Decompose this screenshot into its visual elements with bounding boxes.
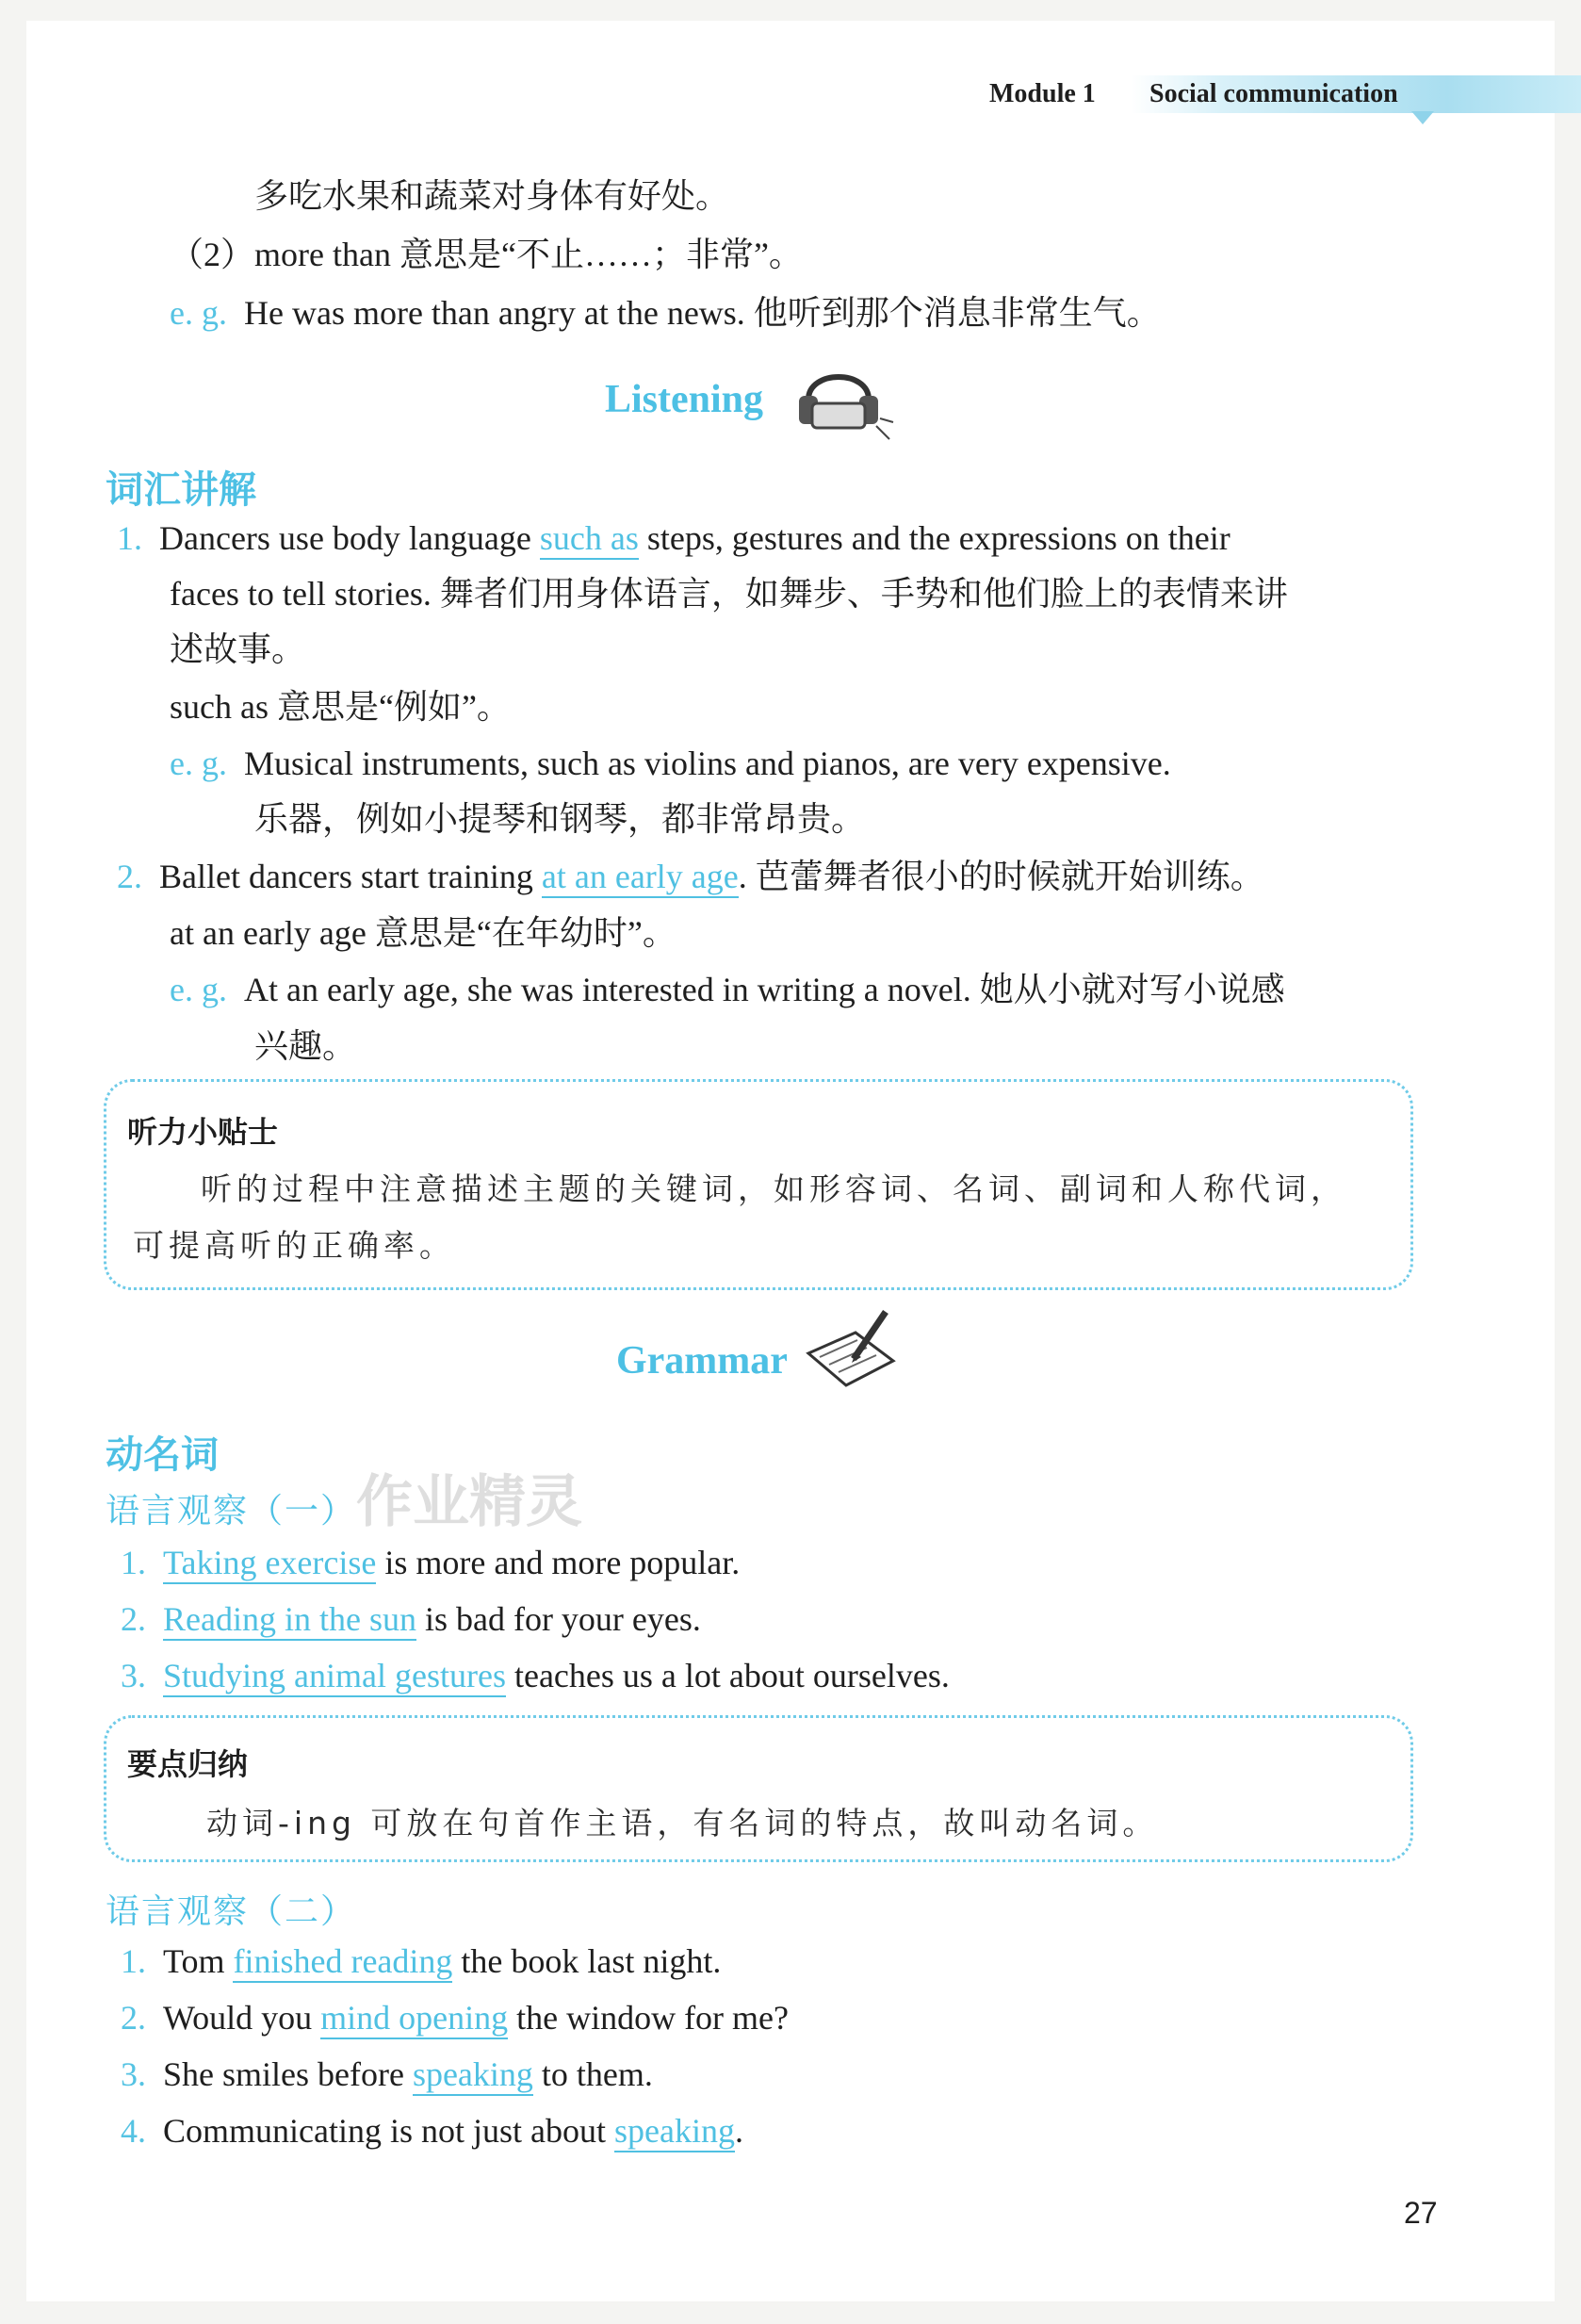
observation-1-item-1 xyxy=(121,1546,740,1579)
module-label: Module 1 xyxy=(989,79,1096,108)
item-rest: . xyxy=(734,2112,743,2150)
eg-label: e. g. xyxy=(170,294,227,332)
intro-example xyxy=(170,296,1161,330)
vocab-item-2-num: 2. xyxy=(117,858,142,895)
vocab-item-1-example xyxy=(170,746,1171,780)
observation-2-heading: 语言观察（二） xyxy=(106,1892,357,1931)
item-rest: to them. xyxy=(532,2055,653,2093)
item-highlight: finished reading xyxy=(233,1942,452,1983)
vocab-item-2-explain: at an early age 意思是“在年幼时”。 xyxy=(170,914,676,952)
vocab-item-2-example-continued: 兴趣。 xyxy=(254,1027,357,1065)
listening-tip-title: 听力小贴士 xyxy=(127,1114,279,1150)
item-num: 4. xyxy=(121,2112,146,2150)
listening-tip-line-1: 听的过程中注意描述主题的关键词，如形容词、名词、副词和人称代词， xyxy=(201,1170,1346,1207)
listening-tip-box xyxy=(104,1079,1413,1290)
vocab-item-1-example-translation: 乐器，例如小提琴和钢琴，都非常昂贵。 xyxy=(254,800,866,838)
vocab-item-2-pre: Ballet dancers start training xyxy=(159,858,542,895)
item-rest: is more and more popular. xyxy=(376,1544,741,1581)
module-title: Social communication xyxy=(1149,79,1398,108)
vocab-item-1-line-1 xyxy=(117,521,1231,555)
grammar-topic: 动名词 xyxy=(106,1432,219,1477)
summary-line-1: 动词-ing 可放在句首作主语，有名词的特点，故叫动名词。 xyxy=(206,1805,1159,1841)
summary-box xyxy=(104,1715,1413,1862)
eg-text: At an early age, she was interested in writing a novel. 她从小就对写小说感 xyxy=(243,971,1285,1008)
item-pre: Communicating is not just about xyxy=(163,2112,614,2150)
item-rest: the book last night. xyxy=(452,1942,722,1980)
summary-title: 要点归纳 xyxy=(127,1746,249,1782)
vocab-item-2-example xyxy=(170,973,1285,1007)
intro-item-2-num: （2） xyxy=(170,236,255,273)
vocab-item-1-explain: such as 意思是“例如”。 xyxy=(170,688,511,726)
item-highlight: speaking xyxy=(614,2112,735,2152)
item-num: 1. xyxy=(121,1544,146,1581)
vocab-item-2-highlight: at an early age xyxy=(542,858,739,898)
grammar-title: Grammar xyxy=(616,1339,788,1383)
eg-label: e. g. xyxy=(170,745,227,782)
item-rest: the window for me? xyxy=(508,1999,790,2037)
vocab-item-2-line-1 xyxy=(117,859,1264,893)
page-number: 27 xyxy=(1404,2196,1438,2230)
observation-2-item-4 xyxy=(121,2114,743,2148)
vocab-item-1-line-2: faces to tell stories. 舞者们用身体语言，如舞步、手势和他们脸上的表情来讲 xyxy=(170,575,1288,613)
item-highlight: mind opening xyxy=(320,1999,508,2039)
header-band-tip xyxy=(1411,111,1434,124)
intro-line-1: 多吃水果和蔬菜对身体有好处。 xyxy=(254,177,730,215)
vocab-heading: 词汇讲解 xyxy=(106,467,256,512)
observation-1-heading: 语言观察（一） xyxy=(106,1492,357,1530)
item-rest: is bad for your eyes. xyxy=(416,1600,701,1638)
vocab-item-1-pre: Dancers use body language xyxy=(159,519,540,557)
vocab-item-1-line-3: 述故事。 xyxy=(170,630,306,668)
item-highlight: Reading in the sun xyxy=(163,1600,416,1641)
vocab-item-1-post: steps, gestures and the expressions on their xyxy=(638,519,1231,557)
item-highlight: speaking xyxy=(413,2055,533,2096)
item-num: 1. xyxy=(121,1942,146,1980)
item-num: 2. xyxy=(121,1600,146,1638)
headphones-icon xyxy=(782,351,895,445)
item-pre: Tom xyxy=(163,1942,234,1980)
item-pre: She smiles before xyxy=(163,2055,413,2093)
vocab-item-1-num: 1. xyxy=(117,519,142,557)
item-num: 2. xyxy=(121,1999,146,2037)
item-highlight: Taking exercise xyxy=(163,1544,376,1584)
intro-item-2-text: more than 意思是“不止……；非常”。 xyxy=(254,236,803,273)
observation-2-item-3 xyxy=(121,2057,653,2091)
observation-1-item-2 xyxy=(121,1602,701,1636)
intro-item-2 xyxy=(170,237,803,271)
item-num: 3. xyxy=(121,2055,146,2093)
vocab-item-1-highlight: such as xyxy=(540,519,639,560)
item-num: 3. xyxy=(121,1657,146,1694)
notebook-pencil-icon xyxy=(799,1304,903,1399)
observation-2-item-2 xyxy=(121,2001,789,2035)
observation-2-item-1 xyxy=(121,1944,721,1978)
observation-1-item-3 xyxy=(121,1659,950,1693)
item-highlight: Studying animal gestures xyxy=(163,1657,506,1697)
item-rest: teaches us a lot about ourselves. xyxy=(505,1657,950,1694)
eg-label: e. g. xyxy=(170,971,227,1008)
vocab-item-2-post: . 芭蕾舞者很小的时候就开始训练。 xyxy=(738,858,1264,895)
listening-tip-line-2: 可提高听的正确率。 xyxy=(133,1227,455,1264)
item-pre: Would you xyxy=(163,1999,321,2037)
eg-text: He was more than angry at the news. 他听到那个消息非常生气。 xyxy=(243,294,1161,332)
eg-text: Musical instruments, such as violins and pianos, are very expensive. xyxy=(243,745,1171,782)
watermark: 作业精灵 xyxy=(356,1469,582,1535)
listening-title: Listening xyxy=(605,378,764,421)
